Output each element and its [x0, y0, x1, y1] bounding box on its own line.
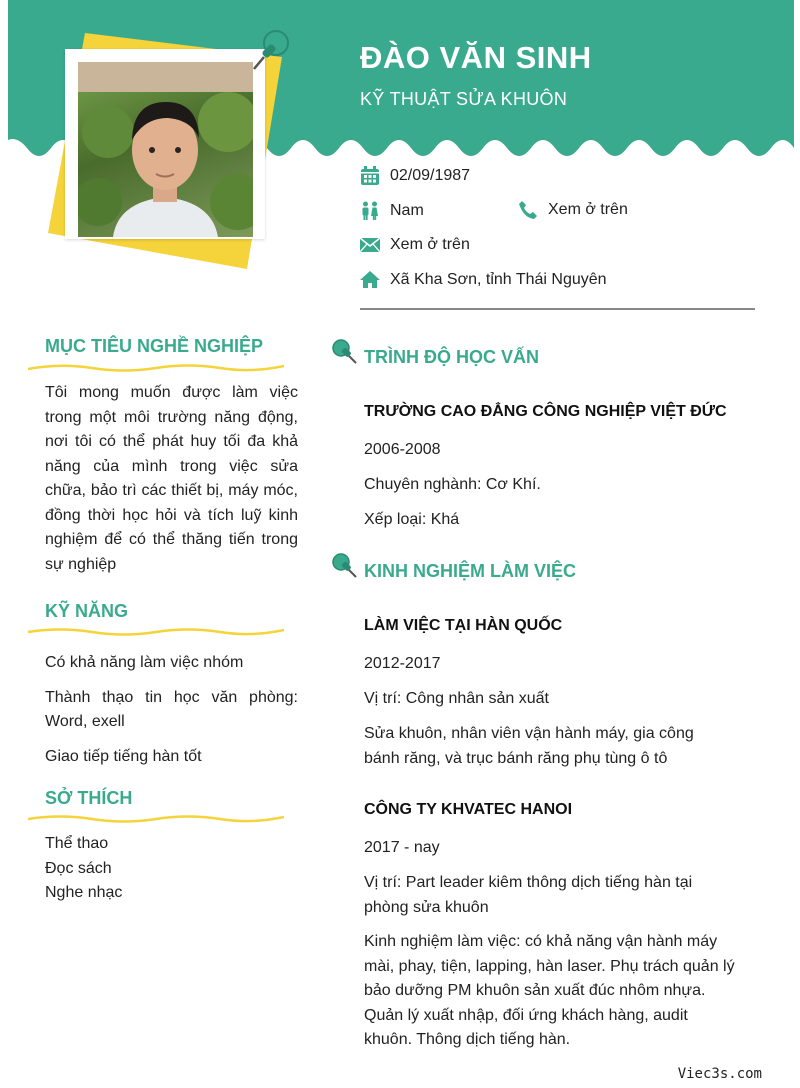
job-period: 2012-2017	[364, 655, 441, 672]
education-grade: Xếp loại: Khá	[364, 511, 460, 528]
gender-value: Nam	[390, 202, 424, 219]
phone-row	[518, 198, 628, 222]
wavy-underline	[28, 625, 284, 639]
calendar-icon	[360, 166, 380, 186]
home-icon	[360, 270, 380, 290]
wavy-underline	[28, 812, 284, 826]
job-period: 2017 - nay	[364, 839, 440, 856]
hobby-item: Nghe nhạc	[45, 884, 123, 901]
avatar	[78, 62, 253, 237]
phone-icon	[518, 200, 538, 220]
envelope-icon	[360, 235, 380, 255]
profile-photo-block	[40, 25, 300, 275]
skill-item: Có khả năng làm việc nhóm	[45, 654, 244, 671]
education-major: Chuyên nghành: Cơ Khí.	[364, 476, 541, 493]
objective-title: MỤC TIÊU NGHỀ NGHIỆP	[45, 336, 264, 356]
hobby-item: Thể thao	[45, 835, 109, 852]
job-company: LÀM VIỆC TẠI HÀN QUỐC	[364, 617, 563, 634]
footer-brand: Viec3s.com	[677, 1066, 762, 1082]
email-value: Xem ở trên	[390, 236, 470, 253]
skill-item: Giao tiếp tiếng hàn tốt	[45, 747, 202, 765]
job-description: Kinh nghiệm làm việc: có khả năng vận hành máy mài, phay, tiện, lapping, hàn laser. Phụ trách quản lý bảo dưỡng PM khuôn sản xuất đúc nhôm nhựa. Quản lý xuất nhập, đối ứng khách hàng, audit khuôn. Thông dịch tiếng hàn.	[364, 933, 735, 1048]
skills-title: KỸ NĂNG	[45, 601, 129, 621]
birthday-row	[360, 164, 470, 188]
skills-list	[45, 651, 298, 779]
education-period: 2006-2008	[364, 441, 441, 458]
job-company: CÔNG TY KHVATEC HANOI	[364, 801, 573, 818]
job-position: Vị trí: Part leader kiêm thông dịch tiếng hàn tại phòng sửa khuôn	[364, 874, 693, 916]
pushpin-icon	[330, 337, 358, 365]
wavy-underline	[28, 361, 284, 375]
school-name: TRƯỜNG CAO ĐẲNG CÔNG NGHIỆP VIỆT ĐỨC	[364, 403, 727, 420]
gender-row	[360, 199, 424, 223]
pushpin-icon	[330, 551, 358, 579]
hobbies-list	[45, 832, 298, 906]
skill-item: Thành thạo tin học văn phòng: Word, exell	[45, 688, 298, 730]
hobby-item: Đọc sách	[45, 859, 112, 877]
contact-divider	[360, 308, 755, 310]
experience-title: KINH NGHIỆM LÀM VIỆC	[364, 561, 577, 581]
photo-frame	[65, 49, 265, 239]
job-title: KỸ THUẬT SỬA KHUÔN	[360, 89, 568, 109]
candidate-name: ĐÀO VĂN SINH	[360, 40, 592, 75]
address-value: Xã Kha Sơn, tỉnh Thái Nguyên	[390, 271, 607, 288]
phone-value: Xem ở trên	[548, 201, 628, 218]
job-position: Vị trí: Công nhân sản xuất	[364, 690, 549, 707]
address-row	[360, 268, 607, 292]
hobbies-title: SỞ THÍCH	[45, 788, 133, 808]
objective-text: Tôi mong muốn được làm việc trong một môi trường năng động, nơi tôi có thể phát huy tối đa khả năng của mình trong việc sửa chữa, bảo trì các thiết bị, máy móc, đồng thời học hỏi và tích luỹ kinh nghiệm để có thể thăng tiến trong sự nghiệp	[45, 384, 298, 573]
email-row	[360, 233, 470, 257]
gender-icon	[360, 201, 380, 221]
job-description: Sửa khuôn, nhân viên vận hành máy, gia công bánh răng, và trục bánh răng phụ tùng ô tô	[364, 725, 694, 767]
pushpin-icon	[248, 25, 296, 73]
birthday-value: 02/09/1987	[390, 167, 471, 184]
education-title: TRÌNH ĐỘ HỌC VẤN	[364, 347, 539, 367]
